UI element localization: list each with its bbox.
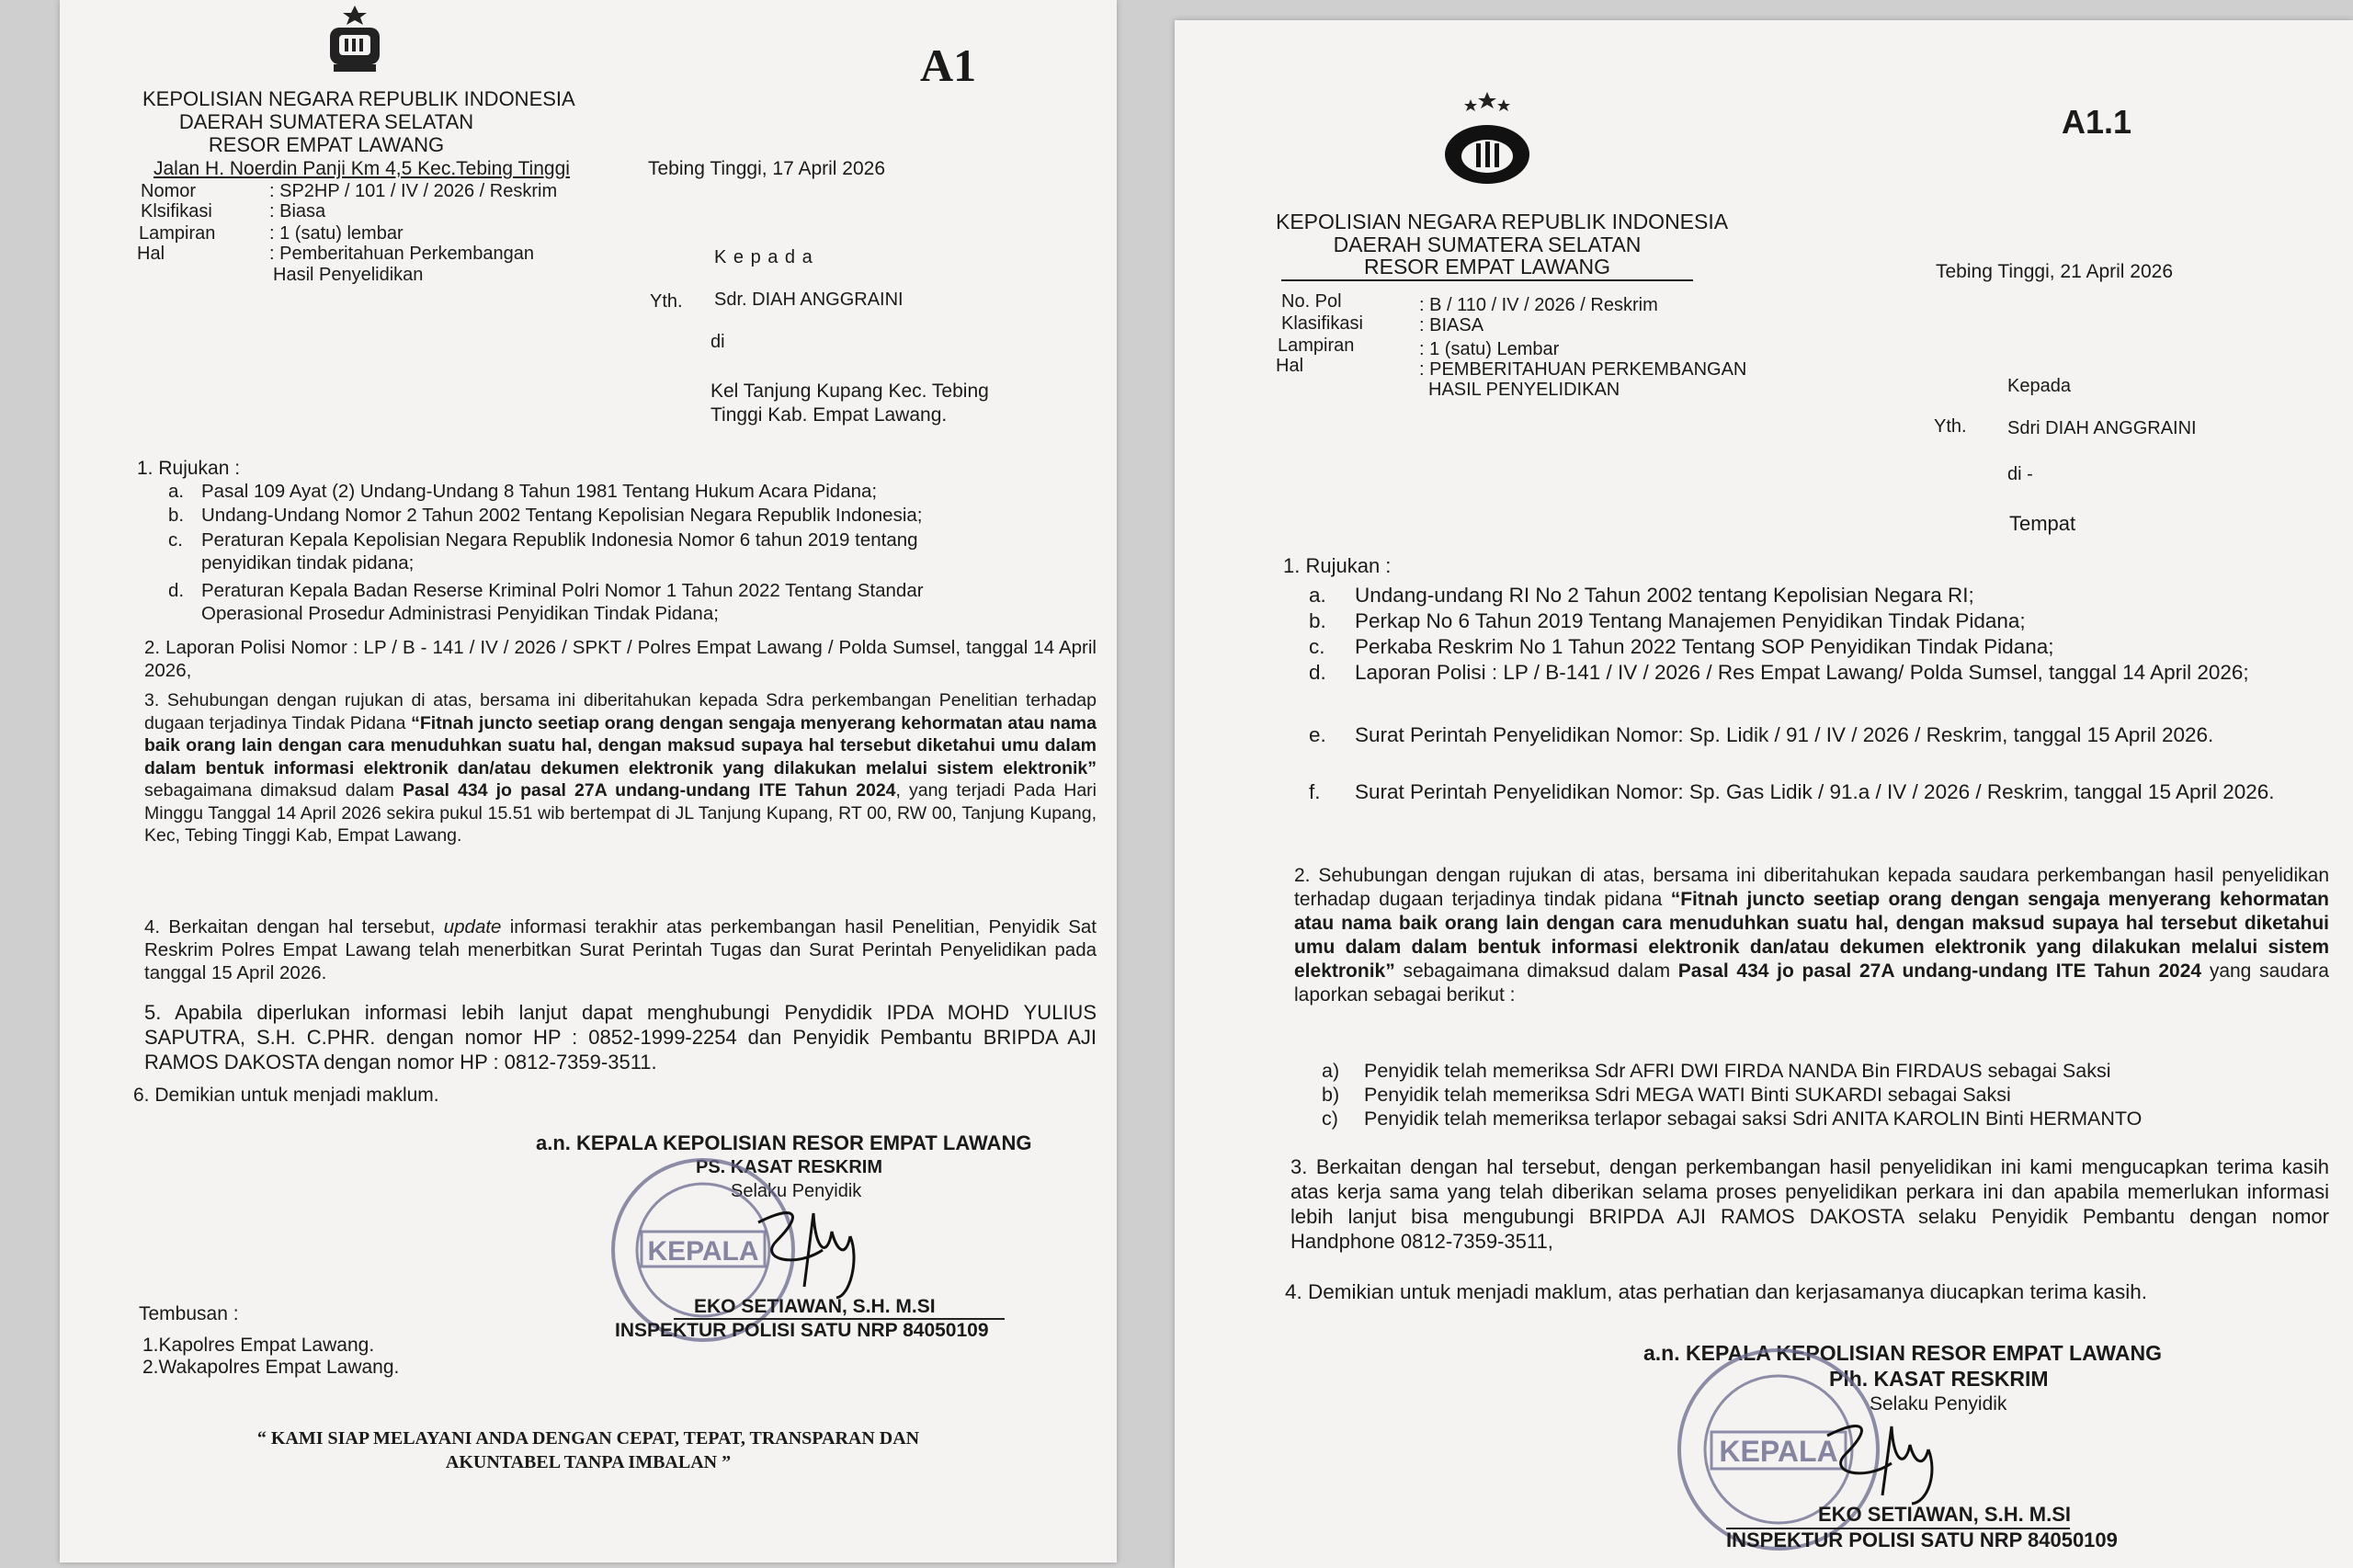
meta-nopol: : B / 110 / IV / 2026 / Reskrim [1419,295,1658,315]
meta-klasifikasi-label: Klasifikasi [1281,313,1363,334]
tembusan-2: 2.Wakapolres Empat Lawang. [142,1357,400,1378]
signature-rank: INSPEKTUR POLISI SATU NRP 84050109 [615,1320,989,1341]
meta-hal-label: Hal [137,244,165,264]
meta-hal-line-1: : Pemberitahuan Perkembangan [269,244,534,264]
signature-rank: INSPEKTUR POLISI SATU NRP 84050109 [1726,1528,2118,1551]
point-3-law: Pasal 434 jo pasal 27A undang-undang ITE Tahun 2024 [402,780,896,801]
recipient-name: Sdri DIAH ANGGRAINI [2007,418,2197,438]
recipient-name: Sdr. DIAH ANGGRAINI [714,290,904,310]
rujukan-title: 1. Rujukan : [1283,554,1392,577]
police-emblem-icon [1441,90,1533,193]
meta-lampiran-label: Lampiran [139,223,216,244]
meta-hal-line-2: HASIL PENYELIDIKAN [1428,380,1620,400]
rujukan-a-marker: a. [168,481,185,502]
finding-a-marker: a) [1322,1060,1340,1082]
rujukan-b-marker: b. [1309,609,1326,632]
police-emblem-icon [317,4,392,75]
point-2-closing: yang saudara laporkan sebagai berikut : [1294,960,2329,1006]
rujukan-d-marker: d. [1309,661,1326,684]
point-6: 6. Demikian untuk menjadi maklum. [133,1085,439,1106]
recipient-address-1: Kel Tanjung Kupang Kec. Tebing [710,381,989,402]
point-2-law: Pasal 434 jo pasal 27A undang-undang ITE Tahun 2024 [1677,960,2202,982]
finding-c: Penyidik telah memeriksa terlapor sebagai saksi Sdri ANITA KAROLIN Binti HERMANTO [1364,1108,2143,1130]
rujukan-e-marker: e. [1309,723,1326,746]
rujukan-c: Perkaba Reskrim No 1 Tahun 2022 Tentang SOP Penyidikan Tindak Pidana; [1355,635,2054,658]
recipient-tempat: Tempat [2009,512,2076,535]
meta-nomor-label: Nomor [141,181,197,201]
recipient-address-2: Tinggi Kab. Empat Lawang. [710,404,948,426]
rujukan-b: Perkap No 6 Tahun 2019 Tentang Manajemen Penyidikan Tindak Pidana; [1355,609,2026,632]
signature-sub: Selaku Penyidik [1870,1393,2007,1415]
document-code: A1 [920,40,977,91]
signature-sub: Selaku Penyidik [731,1181,862,1201]
signature-an: a.n. KEPALA KEPOLISIAN RESOR EMPAT LAWANG [536,1131,1032,1154]
recipient-di: di - [2007,464,2033,484]
rujukan-title: 1. Rujukan : [137,458,241,479]
meta-klasifikasi: : Biasa [269,201,326,222]
meta-nopol-label: No. Pol [1281,291,1342,312]
signature-name: EKO SETIAWAN, S.H. M.SI [1818,1503,2072,1526]
rujukan-a: Pasal 109 Ayat (2) Undang-Undang 8 Tahun 1981 Tentang Hukum Acara Pidana; [201,481,878,502]
signature-name: EKO SETIAWAN, S.H. M.SI [694,1296,936,1317]
point-4-body: informasi terakhir atas perkembangan hasil Penelitian, Penyidik Sat Reskrim Polres Empat Lawang telah menerbitkan Surat Perintah Tugas dan Surat Perintah Penyelidikan pada tanggal 15 April 2026. [144,916,1097,983]
recipient-di: di [710,332,725,352]
signature-an: a.n. KEPALA KEPOLISIAN RESOR EMPAT LAWANG [1643,1341,2162,1365]
stamp-label: KEPALA [1719,1435,1838,1468]
point-3-link: sebagaimana dimaksud dalam [144,780,403,801]
meta-hal-line-1: : PEMBERITAHUAN PERKEMBANGAN [1419,359,1747,380]
point-2-intro: 2. Sehubungan dengan rujukan di atas, bersama ini diberitahukan kepada saudara perkembangan hasil penyelidikan terhadap dugaan terjadinya tindak pidana [1294,865,2329,910]
letter-page-a1-1 [1175,20,2353,1568]
signature-role: PS. KASAT RESKRIM [696,1157,882,1177]
header-line-1: KEPOLISIAN NEGARA REPUBLIK INDONESIA [1276,210,1729,233]
point-5: 5. Apabila diperlukan informasi lebih lanjut dapat menghubungi Penydidik IPDA MOHD YULIUS SAPUTRA, S.H. C.PHR. dengan nomor HP : 0852-1999-2254 dan Penyidik Pembantu BRIPDA AJI RAMOS DAKOSTA dengan nomor HP : 0812-7359-3511. [144,1001,1097,1074]
finding-a: Penyidik telah memeriksa Sdr AFRI DWI FIRDA NANDA Bin FIRDAUS sebagai Saksi [1364,1060,2111,1082]
tembusan-title: Tembusan : [139,1303,239,1324]
point-4-intro: 4. Berkaitan dengan hal tersebut, [144,916,444,937]
stamp-label: KEPALA [647,1236,759,1267]
tembusan-1: 1.Kapolres Empat Lawang. [142,1335,375,1356]
point-2: 2. Laporan Polisi Nomor : LP / B - 141 / IV / 2026 / SPKT / Polres Empat Lawang / Polda Sumsel, tanggal 14 April 2026, [144,637,1097,681]
kepada-label: K e p a d a [714,247,813,267]
motto-line-1: “ KAMI SIAP MELAYANI ANDA DENGAN CEPAT, TEPAT, TRANSPARAN DAN [256,1428,920,1449]
header-line-3: RESOR EMPAT LAWANG [208,133,445,156]
handwritten-signature [740,1195,905,1305]
point-2-link: sebagaimana dimaksud dalam [1394,960,1678,982]
point-3-offense: “Fitnah juncto seetiap orang dengan sengaja menyerang kehormatan atau nama baik orang lain dengan cara menuduhkan suatu hal, dengan maksud supaya hal tersebut diketahui umu dalam dalam bentuk informasi elektronik dan/atau dekumen elektronik yang dilakukan melalui sistem elektronik” [144,712,1097,778]
finding-b: Penyidik telah memeriksa Sdri MEGA WATI Binti SUKARDI sebagai Saksi [1364,1084,2011,1106]
point-4 [144,915,1097,984]
rujukan-d: Laporan Polisi : LP / B-141 / IV / 2026 / Res Empat Lawang/ Polda Sumsel, tanggal 14 April 2026; [1355,661,2249,684]
rujukan-d-marker: d. [168,580,185,601]
letter-page-a1 [60,0,1117,1562]
point-3-intro: 3. Sehubungan dengan rujukan di atas, bersama ini diberitahukan kepada Sdra perkembangan Penelitian terhadap dugaan terjadinya Tindak Pidana [144,690,1097,733]
kepada-label: Kepada [2007,376,2071,396]
finding-b-marker: b) [1322,1084,1340,1106]
point-4-update: update [443,916,502,937]
finding-c-marker: c) [1322,1108,1338,1130]
rujukan-b: Undang-Undang Nomor 2 Tahun 2002 Tentang Kepolisian Negara Republik Indonesia; [201,505,923,526]
place-date: Tebing Tinggi, 17 April 2026 [648,158,886,179]
meta-nomor: : SP2HP / 101 / IV / 2026 / Reskrim [269,181,558,201]
point-3-details: , yang terjadi Pada Hari Minggu Tanggal 14 April 2026 sekira pukul 15.51 wib bertempat di JL Tanjung Kupang, RT 00, RW 00, Tanjung Kupang, Kec, Tebing Tinggi Kab, Empat Lawang. [144,780,1097,846]
header-line-3: RESOR EMPAT LAWANG [1364,255,1610,278]
point-2-offense: “Fitnah juncto seetiap orang dengan sengaja menyerang kehormatan atau nama baik orang lain dengan cara menuduhkan suatu hal, dengan maksud supaya hal tersebut diketahui umu dalam dalam bentuk informasi elektronik dan/atau dekumen elektronik yang dilakukan melalui sistem elektronik” [1294,889,2329,982]
document-code: A1.1 [2062,103,2132,141]
place-date: Tebing Tinggi, 21 April 2026 [1936,261,2174,282]
point-3: 3. Berkaitan dengan hal tersebut, dengan perkembangan hasil penyelidikan ini kami mengucapkan terima kasih atas kerja sama yang telah diberikan selama proses penyelidikan perkara ini dan apabila memerlukan informasi lebih lanjut bisa mengubungi BRIPDA AJI RAMOS DAKOSTA selaku Penyidik Pembantu dengan nomor Handphone 0812-7359-3511, [1290,1155,2329,1253]
point-2 [1294,864,2329,1007]
meta-klasifikasi-label: Klsifikasi [141,201,212,222]
meta-hal-line-2: Hasil Penyelidikan [273,265,424,285]
meta-lampiran-label: Lampiran [1278,335,1355,356]
meta-hal-label: Hal [1276,356,1304,376]
rujukan-c-marker: c. [168,529,183,551]
rujukan-e: Surat Perintah Penyelidikan Nomor: Sp. Lidik / 91 / IV / 2026 / Reskrim, tanggal 15 April 2026. [1355,723,2214,746]
header-line-1: KEPOLISIAN NEGARA REPUBLIK INDONESIA [142,87,575,110]
yth-label: Yth. [1934,416,1967,437]
point-3 [144,689,1097,847]
rujukan-a: Undang-undang RI No 2 Tahun 2002 tentang Kepolisian Negara RI; [1355,584,1974,607]
header-line-2: DAERAH SUMATERA SELATAN [178,110,474,133]
signature-role: Plh. KASAT RESKRIM [1829,1367,2049,1391]
header-line-2: DAERAH SUMATERA SELATAN [1333,233,1642,256]
rujukan-a-marker: a. [1309,584,1326,607]
point-4: 4. Demikian untuk menjadi maklum, atas perhatian dan kerjasamanya diucapkan terima kasih. [1285,1280,2147,1303]
rujukan-c-marker: c. [1309,635,1325,658]
rujukan-f-marker: f. [1309,780,1321,803]
meta-lampiran: : 1 (satu) lembar [269,223,404,244]
meta-lampiran: : 1 (satu) Lembar [1419,339,1560,359]
office-address: Jalan H. Noerdin Panji Km 4,5 Kec.Tebing Tinggi [153,158,570,179]
handwritten-signature [1809,1399,1974,1509]
rujukan-f: Surat Perintah Penyelidikan Nomor: Sp. Gas Lidik / 91.a / IV / 2026 / Reskrim, tanggal 15 April 2026. [1355,780,2275,803]
yth-label: Yth. [650,291,683,312]
rujukan-b-marker: b. [168,505,185,526]
rujukan-d: Peraturan Kepala Badan Reserse Kriminal Polri Nomor 1 Tahun 2022 Tentang Standar Operasional Prosedur Administrasi Penyidikan Tindak Pidana; [201,580,924,624]
rujukan-c: Peraturan Kepala Kepolisian Negara Republik Indonesia Nomor 6 tahun 2019 tentang penyidikan tindak pidana; [201,529,918,574]
meta-klasifikasi: : BIASA [1419,315,1484,335]
motto-line-2: AKUNTABEL TANPA IMBALAN ” [445,1452,732,1472]
